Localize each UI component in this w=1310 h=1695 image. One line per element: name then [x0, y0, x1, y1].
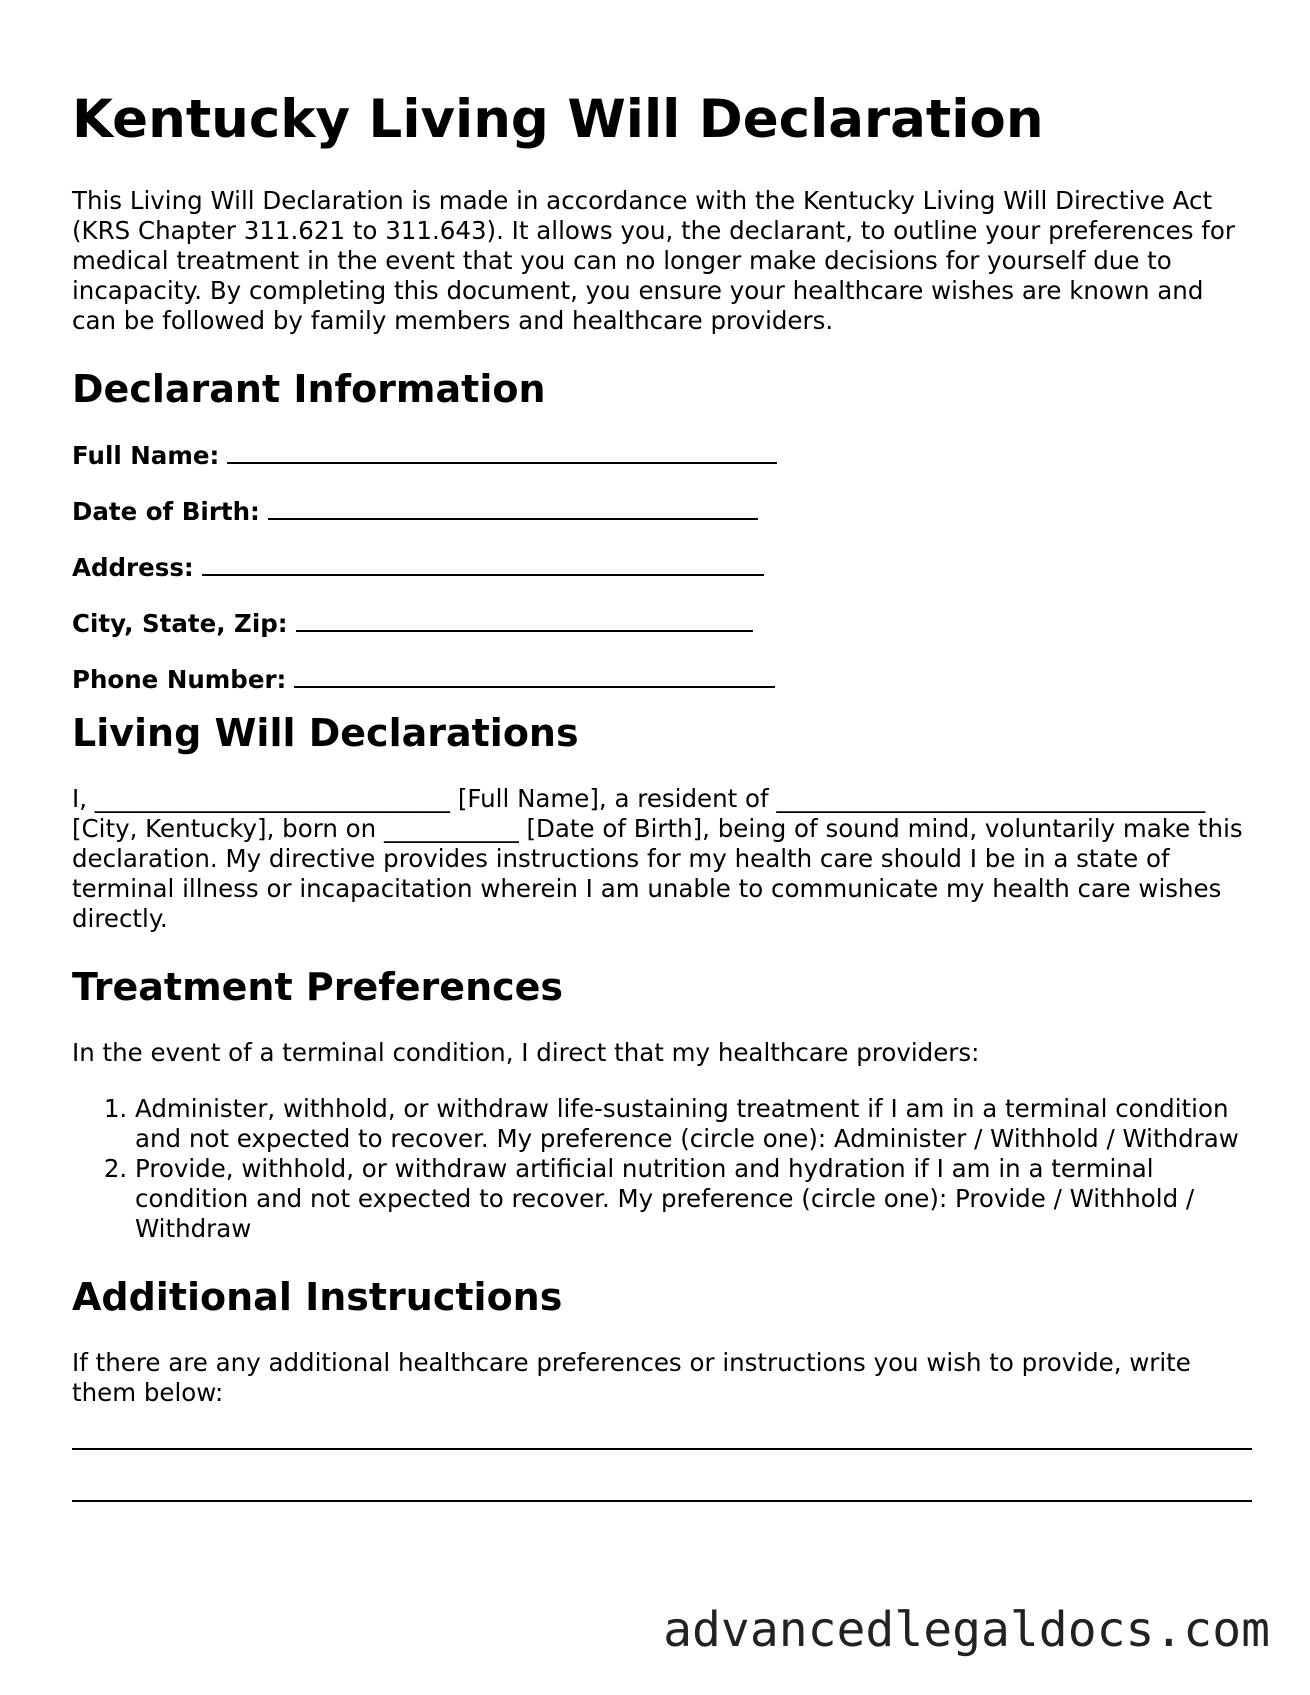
treatment-list — [72, 1094, 1252, 1244]
phone-number-label: Phone Number: — [72, 665, 287, 694]
watermark-text: advancedlegaldocs.com — [663, 1602, 1270, 1658]
document-title: Kentucky Living Will Declaration — [72, 89, 1044, 150]
phone-number-field — [72, 664, 1252, 695]
additional-write-line-2[interactable] — [72, 1500, 1252, 1502]
treatment-heading: Treatment Preferences — [72, 965, 564, 1009]
additional-paragraph: If there are any additional healthcare preferences or instructions you wish to provide, write them below: — [72, 1348, 1191, 1407]
date-of-birth-field — [72, 496, 1252, 527]
city-state-zip-input-line[interactable] — [296, 608, 753, 632]
address-label: Address: — [72, 553, 194, 582]
treatment-item-life-sustaining: 1. Administer, withhold, or withdraw life-sustaining treatment if I am in a terminal condition and not expected to recover. My preference (circle one): Administer / Withhold / Withdraw — [135, 1094, 1252, 1154]
declaration-paragraph: I, _____________________________ [Full Name], a resident of ___________________________________ [City, Kentucky], born on ___________ [Date of Birth], being of sound mind, voluntarily make this declaration. My directive provides instructions for my health care should I be in a state of terminal illness or incapacitation wherein I am unable to communicate my health care wishes directly. — [72, 784, 1243, 933]
address-field — [72, 552, 1252, 583]
declarant-heading: Declarant Information — [72, 367, 546, 411]
date-of-birth-label: Date of Birth: — [72, 497, 260, 526]
treatment-item-nutrition: 2. Provide, withhold, or withdraw artificial nutrition and hydration if I am in a terminal condition and not expected to recover. My preference (circle one): Provide / Withhold / Withdraw — [135, 1154, 1252, 1244]
full-name-input-line[interactable] — [227, 440, 777, 464]
address-input-line[interactable] — [202, 552, 764, 576]
city-state-zip-label: City, State, Zip: — [72, 609, 288, 638]
phone-number-input-line[interactable] — [294, 664, 775, 688]
full-name-field — [72, 440, 1252, 471]
intro-paragraph: This Living Will Declaration is made in accordance with the Kentucky Living Will Directive Act (KRS Chapter 311.621 to 311.643). It allows you, the declarant, to outline your preferences for medical treatment in the event that you can no longer make decisions for yourself due to incapacity. By completing this document, you ensure your healthcare wishes are known and can be followed by family members and healthcare providers. — [72, 186, 1235, 335]
city-state-zip-field — [72, 608, 1252, 639]
full-name-label: Full Name: — [72, 441, 220, 470]
additional-write-line-1[interactable] — [72, 1448, 1252, 1450]
document-page — [72, 88, 1252, 1502]
additional-heading: Additional Instructions — [72, 1275, 563, 1319]
living-will-heading: Living Will Declarations — [72, 711, 579, 755]
date-of-birth-input-line[interactable] — [268, 496, 758, 520]
treatment-intro: In the event of a terminal condition, I direct that my healthcare providers: — [72, 1038, 980, 1067]
